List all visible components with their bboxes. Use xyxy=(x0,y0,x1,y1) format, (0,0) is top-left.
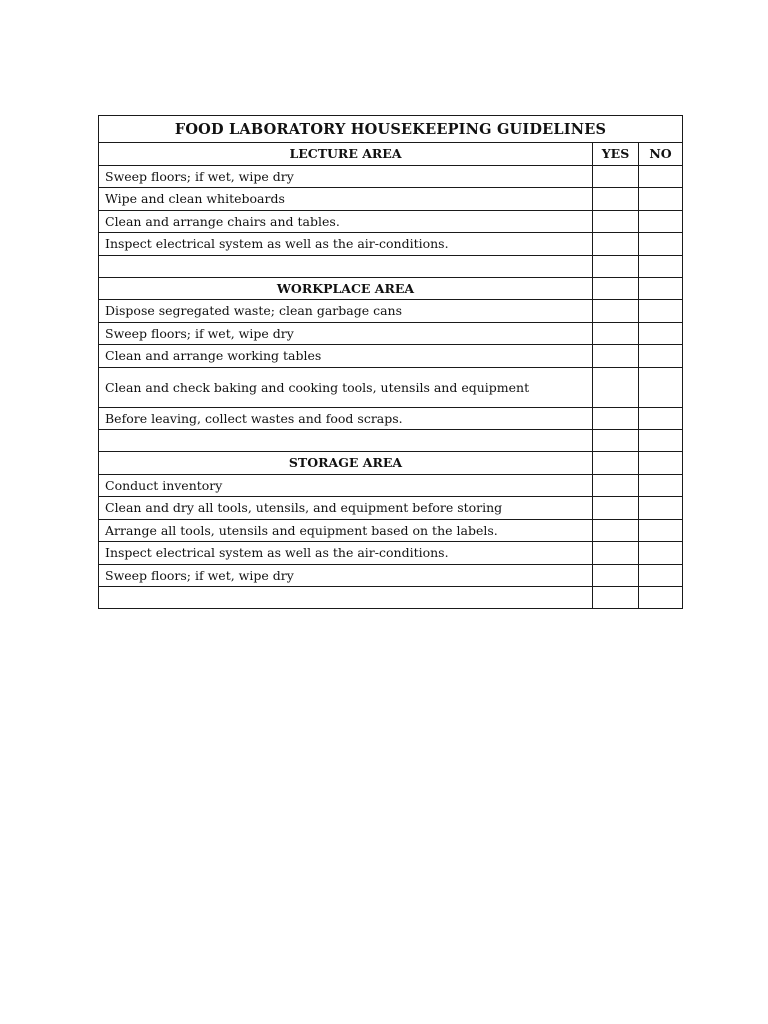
no-checkbox-cell[interactable] xyxy=(639,542,683,565)
blank-task-cell xyxy=(99,255,593,277)
section-heading-storage-area: STORAGE AREA xyxy=(99,452,593,475)
blank-task-cell xyxy=(99,430,593,452)
yes-checkbox-cell[interactable] xyxy=(593,233,639,256)
yes-checkbox-cell[interactable] xyxy=(593,587,639,609)
yes-checkbox-cell[interactable] xyxy=(593,345,639,368)
section-yes-cell xyxy=(593,277,639,300)
yes-checkbox-cell[interactable] xyxy=(593,210,639,233)
checklist-row xyxy=(99,474,683,497)
checklist-row xyxy=(99,233,683,256)
task-label: Wipe and clean whiteboards xyxy=(99,188,593,211)
section-header-row xyxy=(99,452,683,475)
task-label: Clean and arrange working tables xyxy=(99,345,593,368)
no-checkbox-cell[interactable] xyxy=(639,300,683,323)
section-yes-cell xyxy=(593,452,639,475)
no-column-header: NO xyxy=(639,143,683,166)
no-checkbox-cell[interactable] xyxy=(639,564,683,587)
yes-checkbox-cell[interactable] xyxy=(593,542,639,565)
checklist-row xyxy=(99,542,683,565)
yes-checkbox-cell[interactable] xyxy=(593,165,639,188)
yes-checkbox-cell[interactable] xyxy=(593,255,639,277)
task-label: Clean and arrange chairs and tables. xyxy=(99,210,593,233)
no-checkbox-cell[interactable] xyxy=(639,407,683,430)
no-checkbox-cell[interactable] xyxy=(639,519,683,542)
yes-checkbox-cell[interactable] xyxy=(593,430,639,452)
blank-row xyxy=(99,587,683,609)
task-label: Arrange all tools, utensils and equipment based on the labels. xyxy=(99,519,593,542)
checklist-row xyxy=(99,345,683,368)
yes-checkbox-cell[interactable] xyxy=(593,564,639,587)
task-label: Dispose segregated waste; clean garbage cans xyxy=(99,300,593,323)
no-checkbox-cell[interactable] xyxy=(639,233,683,256)
title-row xyxy=(99,116,683,143)
task-label: Sweep floors; if wet, wipe dry xyxy=(99,165,593,188)
checklist-row xyxy=(99,519,683,542)
section-heading-lecture-area: LECTURE AREA xyxy=(99,143,593,166)
checklist-row xyxy=(99,497,683,520)
housekeeping-checklist-table xyxy=(98,115,683,609)
no-checkbox-cell[interactable] xyxy=(639,430,683,452)
no-checkbox-cell[interactable] xyxy=(639,165,683,188)
task-label: Sweep floors; if wet, wipe dry xyxy=(99,322,593,345)
yes-checkbox-cell[interactable] xyxy=(593,474,639,497)
section-no-cell xyxy=(639,452,683,475)
task-label: Clean and dry all tools, utensils, and equipment before storing xyxy=(99,497,593,520)
yes-checkbox-cell[interactable] xyxy=(593,188,639,211)
yes-checkbox-cell[interactable] xyxy=(593,497,639,520)
task-label: Inspect electrical system as well as the air-conditions. xyxy=(99,233,593,256)
no-checkbox-cell[interactable] xyxy=(639,255,683,277)
yes-checkbox-cell[interactable] xyxy=(593,407,639,430)
checklist-row xyxy=(99,407,683,430)
no-checkbox-cell[interactable] xyxy=(639,367,683,407)
no-checkbox-cell[interactable] xyxy=(639,188,683,211)
no-checkbox-cell[interactable] xyxy=(639,587,683,609)
no-checkbox-cell[interactable] xyxy=(639,497,683,520)
section-heading-workplace-area: WORKPLACE AREA xyxy=(99,277,593,300)
section-header-row xyxy=(99,277,683,300)
checklist-row xyxy=(99,564,683,587)
checklist-row xyxy=(99,300,683,323)
no-checkbox-cell[interactable] xyxy=(639,322,683,345)
checklist-row xyxy=(99,367,683,407)
blank-row xyxy=(99,430,683,452)
task-label: Inspect electrical system as well as the air-conditions. xyxy=(99,542,593,565)
no-checkbox-cell[interactable] xyxy=(639,210,683,233)
section-no-cell xyxy=(639,277,683,300)
checklist-row xyxy=(99,188,683,211)
yes-checkbox-cell[interactable] xyxy=(593,322,639,345)
task-label: Before leaving, collect wastes and food scraps. xyxy=(99,407,593,430)
document-title: FOOD LABORATORY HOUSEKEEPING GUIDELINES xyxy=(99,116,683,143)
blank-task-cell xyxy=(99,587,593,609)
checklist-row xyxy=(99,322,683,345)
task-label: Conduct inventory xyxy=(99,474,593,497)
task-label: Sweep floors; if wet, wipe dry xyxy=(99,564,593,587)
blank-row xyxy=(99,255,683,277)
yes-checkbox-cell[interactable] xyxy=(593,300,639,323)
yes-column-header: YES xyxy=(593,143,639,166)
checklist-row xyxy=(99,165,683,188)
yes-checkbox-cell[interactable] xyxy=(593,519,639,542)
task-label: Clean and check baking and cooking tools, utensils and equipment xyxy=(99,367,593,407)
section-header-row xyxy=(99,143,683,166)
no-checkbox-cell[interactable] xyxy=(639,474,683,497)
checklist-row xyxy=(99,210,683,233)
yes-checkbox-cell[interactable] xyxy=(593,367,639,407)
no-checkbox-cell[interactable] xyxy=(639,345,683,368)
